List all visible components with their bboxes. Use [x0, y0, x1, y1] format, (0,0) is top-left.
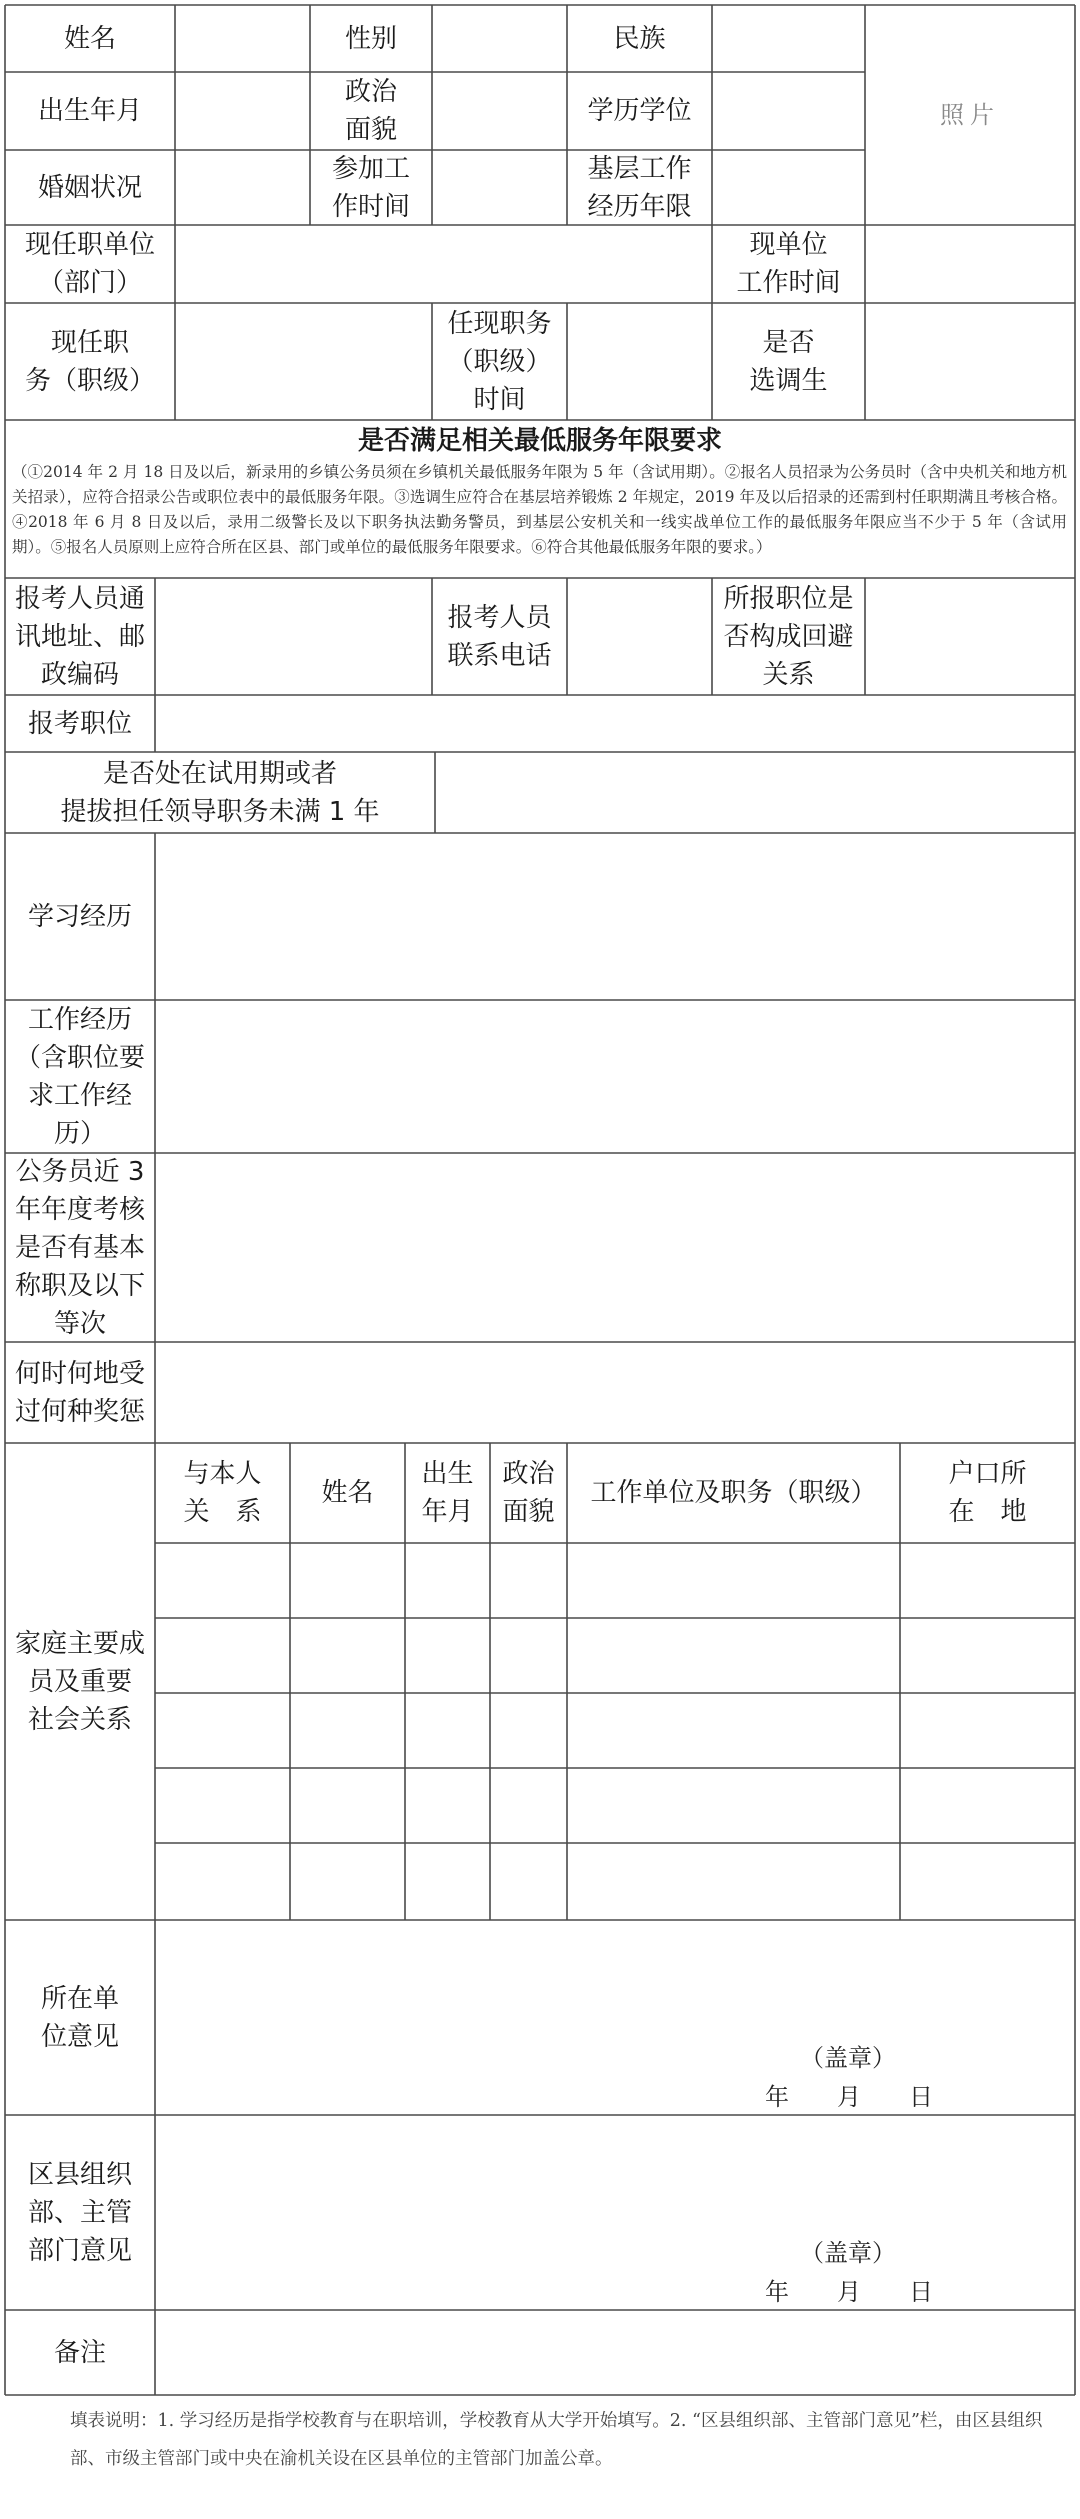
unit-time-label: 现单位 工作时间	[736, 230, 841, 298]
current-unit-label: 现任职单位 （部门）	[24, 230, 155, 298]
remarks-field[interactable]	[155, 2310, 1075, 2395]
gender-label: 性别	[344, 23, 397, 54]
appraisal-label: 公务员近 3 年年度考核 是否有基本 称职及以下 等次	[14, 1156, 145, 1339]
post-time-field[interactable]	[567, 303, 712, 420]
grassroots-label: 基层工作 经历年限	[587, 153, 692, 222]
fam-header-name: 姓名	[321, 1478, 374, 1508]
form-instructions: 填表说明：1. 学习经历是指学校教育与在职培训，学校教育从大学开始填写。2. “区县组织部、主管部门意见”栏，由区县组织部、市级主管部门或中央在渝机关设在区县单位的主管部门加盖公章。	[70, 2411, 1043, 2469]
avoid-label: 所报职位是 否构成回避 关系	[723, 583, 854, 690]
name-label: 姓名	[63, 23, 116, 54]
current-post-field[interactable]	[175, 303, 432, 420]
unit-opinion-field[interactable]	[155, 1920, 1075, 2115]
phone-field[interactable]	[567, 578, 712, 695]
name-field[interactable]	[175, 5, 310, 72]
birth-field[interactable]	[175, 72, 310, 150]
awards-field[interactable]	[155, 1342, 1075, 1443]
position-label: 报考职位	[27, 708, 132, 739]
ethnicity-label: 民族	[613, 23, 666, 54]
unit-opinion-seal: （盖章）	[800, 2044, 896, 2072]
study-field[interactable]	[155, 833, 1075, 1000]
avoid-field[interactable]	[865, 578, 1075, 695]
fam-header-birth: 出生 年月	[421, 1459, 474, 1527]
family-table-row[interactable]	[155, 1843, 1075, 1920]
selected-grad-label: 是否 选调生	[749, 327, 828, 396]
work-field[interactable]	[155, 1000, 1075, 1153]
family-label: 家庭主要成 员及重要 社会关系	[14, 1628, 145, 1735]
service-requirement-title: 是否满足相关最低服务年限要求	[357, 426, 722, 456]
position-field[interactable]	[155, 695, 1075, 752]
current-post-label: 现任职 务（职级）	[24, 327, 155, 396]
marital-field[interactable]	[175, 150, 310, 225]
county-opinion-date: 年 月 日	[765, 2278, 933, 2306]
study-label: 学习经历	[27, 901, 132, 932]
current-unit-field[interactable]	[175, 225, 712, 303]
work-label: 工作经历 （含职位要 求工作经 历）	[14, 1004, 145, 1149]
marital-label: 婚姻状况	[37, 172, 142, 203]
service-requirement-note: （①2014 年 2 月 18 日及以后，新录用的乡镇公务员须在乡镇机关最低服务年限为 5 年（含试用期）。②报名人员招录为公务员时（含中央机关和地方机关招录），应符合招录公告或职位表中的最低服务年限。③选调生应符合在基层培养锻炼 2 年规定，2019 年及以后招录的还需到村任职期满且考核合格。④2018 年 6 月 8 日及以后，录用二级警长及以下职务执法勤务警员，到基层公安机关和一线实战单位工作的最低服务年限应当不少于 5 年（含试用期）。⑤报名人员原则上应符合所在区县、部门或单位的最低服务年限要求。⑥符合其他最低服务年限的要求。）	[12, 463, 1067, 556]
education-label: 学历学位	[587, 96, 692, 126]
post-time-label: 任现职务 （职级） 时间	[447, 308, 552, 415]
fam-header-political: 政治 面貌	[502, 1459, 555, 1527]
family-table-row[interactable]	[155, 1543, 1075, 1618]
work-start-label: 参加工 作时间	[331, 153, 410, 222]
probation-field[interactable]	[435, 752, 1075, 833]
birth-label: 出生年月	[37, 96, 142, 126]
remarks-label: 备注	[53, 2337, 106, 2368]
unit-opinion-label: 所在单 位意见	[40, 1983, 119, 2052]
county-opinion-seal: （盖章）	[800, 2239, 896, 2267]
political-field[interactable]	[432, 72, 567, 150]
education-field[interactable]	[712, 72, 865, 150]
political-label: 政治 面貌	[344, 77, 397, 145]
unit-opinion-date: 年 月 日	[765, 2083, 933, 2111]
fam-header-work-unit: 工作单位及职务（职级）	[590, 1478, 877, 1508]
fam-header-hukou: 户口所 在 地	[948, 1459, 1027, 1527]
ethnicity-field[interactable]	[712, 5, 865, 72]
family-table-row[interactable]	[155, 1768, 1075, 1843]
work-start-field[interactable]	[432, 150, 567, 225]
awards-label: 何时何地受 过何种奖惩	[14, 1358, 145, 1427]
photo-box[interactable]: 照片	[940, 101, 1000, 129]
phone-label: 报考人员 联系电话	[447, 602, 552, 671]
fam-header-relation: 与本人 关 系	[183, 1459, 262, 1527]
gender-field[interactable]	[432, 5, 567, 72]
grassroots-field[interactable]	[712, 150, 865, 225]
county-opinion-label: 区县组织 部、主管 部门意见	[27, 2159, 132, 2266]
address-label: 报考人员通 讯地址、邮 政编码	[14, 583, 145, 690]
county-opinion-field[interactable]	[155, 2115, 1075, 2310]
family-table-row[interactable]	[155, 1618, 1075, 1693]
address-field[interactable]	[155, 578, 432, 695]
appraisal-field[interactable]	[155, 1153, 1075, 1342]
unit-time-field[interactable]	[865, 225, 1075, 303]
family-table-row[interactable]	[155, 1693, 1075, 1768]
probation-label: 是否处在试用期或者 提拔担任领导职务未满 1 年	[60, 758, 380, 827]
selected-grad-field[interactable]	[865, 303, 1075, 420]
